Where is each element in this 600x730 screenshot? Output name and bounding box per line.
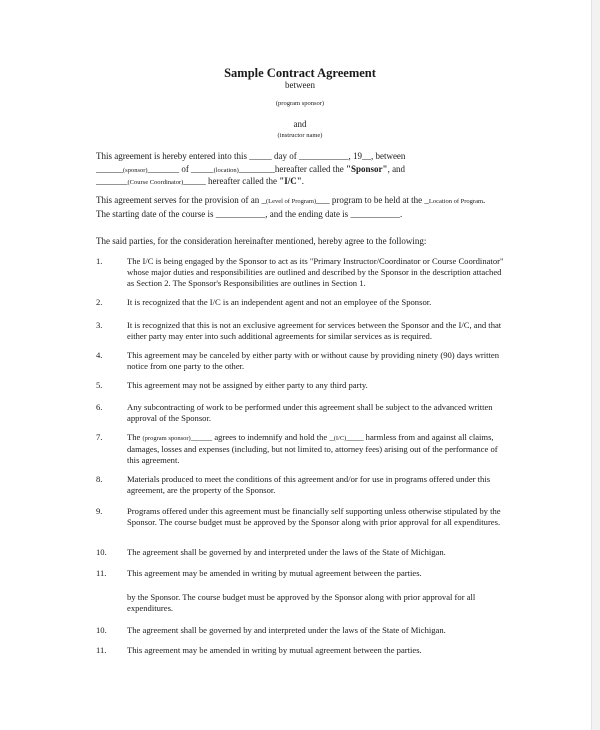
text: This agreement serves for the provision of an _ (96, 195, 266, 205)
text: ________hereafter called the (238, 164, 344, 174)
clause-text: Programs offered under this agreement must be financially self supporting unless otherwise stipulated by the Sponsor. The course budget must be approved by the Sponsor along with prior approval for all expenditures. (127, 506, 501, 527)
clause-number: 11. (96, 568, 107, 578)
clause-number: 8. (96, 474, 103, 484)
clause-text: The agreement shall be governed by and interpreted under the laws of the State of Michigan. (127, 625, 446, 635)
clause-text: Materials produced to meet the conditions of this agreement and/or for use in programs offered under this agreement, are the property of the Sponsor. (127, 474, 491, 495)
vertical-scrollbar[interactable] (591, 0, 600, 730)
clause-text (127, 432, 507, 466)
coordinator-hint: (Course Coordinator) (127, 179, 184, 186)
clause-text: This agreement may not be assigned by either party to any third party. (127, 380, 368, 390)
text: _____ agrees to indemnify and hold the _ (190, 432, 334, 442)
clause-number: 4. (96, 350, 103, 360)
clause-number: 9. (96, 506, 103, 516)
blank: _______ (96, 176, 128, 186)
ic-term: "I/C" (279, 176, 302, 186)
parties-line-3 (96, 176, 304, 186)
clause-text: The agreement shall be governed by and interpreted under the laws of the State of Michigan. (127, 547, 446, 557)
intro-paragraph: The said parties, for the consideration hereinafter mentioned, hereby agree to the following: (96, 236, 427, 246)
provision-line-1 (96, 195, 485, 205)
clause-number: 10. (96, 547, 107, 557)
clause-number: 3. (96, 320, 103, 330)
clause-number: 7. (96, 432, 103, 442)
clause-text: This agreement may be canceled by either party with or without cause by providing ninety (90) days written notice from one party to the other. (127, 350, 500, 371)
text: _____ hereafter called the (183, 176, 277, 186)
clause-text: It is recognized that this is not an exclusive agreement for services between the Sponsor and the I/C, and that either party may enter into such additional agreements for similar services as is required. (127, 320, 502, 341)
sponsor-hint: (sponsor) (123, 167, 148, 174)
text: . (301, 176, 304, 186)
sponsor-term: "Sponsor" (346, 164, 388, 174)
clause-number: 11. (96, 645, 107, 655)
blank: ______ (96, 164, 123, 174)
text: . (483, 195, 486, 205)
clause-number: 1. (96, 256, 103, 266)
ic-hint: (I/C) (333, 435, 347, 442)
and-label: and (293, 119, 307, 129)
clause-number: 10. (96, 625, 107, 635)
text: ____ harmless from and against all claims, damages, losses and expenses (including, but not limited to, attorney fees) arising out of the performance of this agreement. (127, 432, 498, 465)
level-hint: (Level of Program) (265, 198, 317, 205)
clause-number: 5. (96, 380, 103, 390)
provision-line-2: The starting date of the course is ___________, and the ending date is ___________. (96, 209, 403, 219)
parties-line-1: This agreement is hereby entered into this _____ day of ___________, 19__, between (96, 151, 406, 161)
clause-text: It is recognized that the I/C is an independent agent and not an employee of the Sponsor. (127, 297, 432, 307)
clause-text: Any subcontracting of work to be performed under this agreement shall be subject to the advanced written approval of the Sponsor. (127, 402, 493, 423)
text: , and (387, 164, 406, 174)
clause-text: This agreement may be amended in writing by mutual agreement between the parties. (127, 645, 422, 655)
clause-text: by the Sponsor. The course budget must be approved by the Sponsor along with prior approval for all expenditures. (127, 592, 476, 613)
instructor-placeholder: (instructor name) (277, 132, 323, 139)
clause-number: 2. (96, 297, 103, 307)
location-hint: (location) (213, 167, 239, 174)
between-label: between (285, 80, 315, 90)
sponsor-hint: (program sponsor) (142, 435, 191, 442)
parties-line-2 (96, 164, 405, 174)
sponsor-placeholder: (program sponsor) (275, 100, 325, 107)
document-title: Sample Contract Agreement (224, 66, 376, 80)
clause-text: This agreement may be amended in writing by mutual agreement between the parties. (127, 568, 422, 578)
text: ___ program to be held at the _ (316, 195, 429, 205)
location-program-hint: Location of Program (428, 198, 484, 205)
clause-number: 6. (96, 402, 103, 412)
clause-text: The I/C is being engaged by the Sponsor to act as its "Primary Instructor/Coordinator or Course Coordinator" whose major duties and responsibilities are outlined and described by the Sponsor in the description attached as Section 2. The Sponsor's Responsibilities are outlines in Section 1. (127, 256, 504, 288)
text: The (127, 432, 143, 442)
blank: _______ of _____ (147, 164, 214, 174)
